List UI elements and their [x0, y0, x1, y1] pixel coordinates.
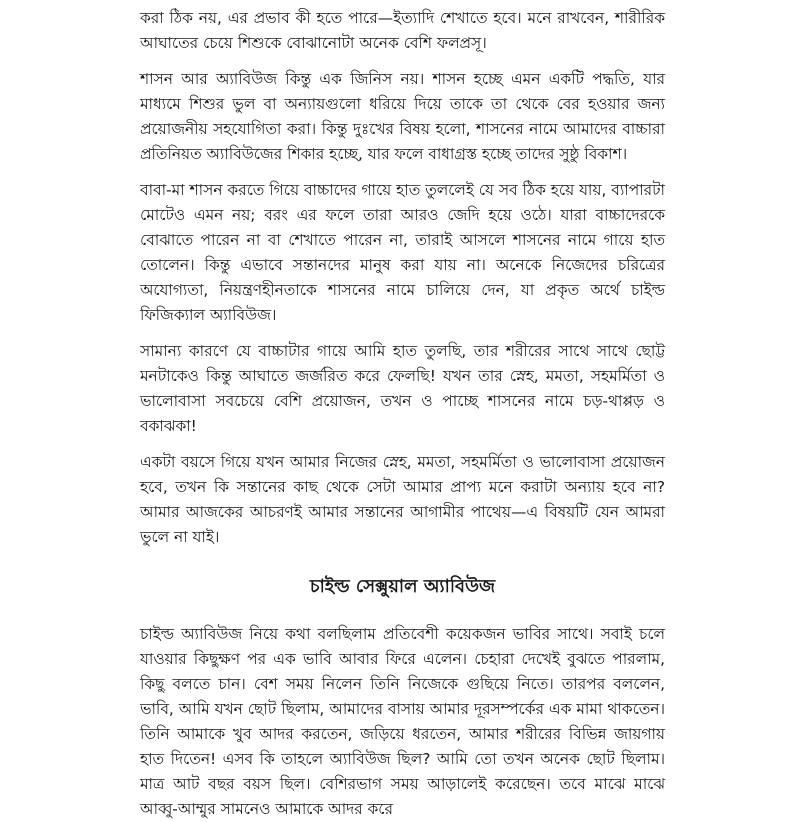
book-page	[140, 6, 665, 818]
paragraph: শাসন আর অ্যাবিউজ কিন্তু এক জিনিস নয়। শাসন হচ্ছে এমন একটি পদ্ধতি, যার মাধ্যমে শিশুর ভুল বা অন্যায়গুলো ধরিয়ে দিয়ে তাকে তা থেকে বের হওয়ার জন্য প্রয়োজনীয় সহযোগিতা করা। কিন্তু দুঃখের বিষয় হলো, শাসনের নামে আমাদের বাচ্চারা প্রতিনিয়ত অ্যাবিউজের শিকার হচ্ছে, যার ফলে বাধাগ্রস্ত হচ্ছে তাদের সুষ্ঠু বিকাশ।	[140, 70, 665, 163]
paragraph: চাইল্ড অ্যাবিউজ নিয়ে কথা বলছিলাম প্রতিবেশী কয়েকজন ভাবির সাথে। সবাই চলে যাওয়ার কিছুক্ষণ পর এক ভাবি আবার ফিরে এলেন। চেহারা দেখেই বুঝতে পারলাম, কিছু বলতে চান। বেশ সময় নিলেন তিনি নিজেকে গুছিয়ে নিতে। তারপর বললেন, ভাবি, আমি যখন ছোট ছিলাম, আমাদের বাসায় আমার দূরসম্পর্কের এক মামা থাকতেন। তিনি আমাকে খুব আদর করতেন, জড়িয়ে ধরতেন, আমার শরীরের বিভিন্ন জায়গায় হাত দিতেন! এসব কি তাহলে অ্যাবিউজ ছিল? আমি তো তখন অনেক ছোট ছিলাম। মাত্র আট বছর বয়স ছিল। বেশিরভাগ সময় আড়ালেই করেছেন। তবে মাঝে মাঝে আব্বু-আম্মুর সামনেও আমাকে আদর করে	[140, 625, 665, 818]
paragraph: সামান্য কারণে যে বাচ্চাটার গায়ে আমি হাত তুলছি, তার শরীরের সাথে সাথে ছোট্ট মনটাকেও কিন্তু আঘাতে জর্জরিত করে ফেলছি! যখন তার স্নেহ, মমতা, সহমর্মিতা ও ভালোবাসা সবচেয়ে বেশি প্রয়োজন, তখন ও পাচ্ছে শাসনের নামে চড়-থাপ্পড় ও বকাঝকা!	[140, 342, 665, 435]
paragraph: একটা বয়সে গিয়ে যখন আমার নিজের স্নেহ, মমতা, সহমর্মিতা ও ভালোবাসা প্রয়োজন হবে, তখন কি সন্তানের কাছ থেকে সেটা আমার প্রাপ্য মনে করাটা অন্যায় হবে না? আমার আজকের আচরণই আমার সন্তানের আগামীর পাথেয়—এ বিষয়টি যেন আমরা ভুলে না যাই।	[140, 453, 665, 546]
paragraph: বাবা-মা শাসন করতে গিয়ে বাচ্চাদের গায়ে হাত তুললেই যে সব ঠিক হয়ে যায়, ব্যাপারটা মোটেও এমন নয়; বরং এর ফলে তারা আরও জেদি হয়ে ওঠে। যারা বাচ্চাদেরকে বোঝাতে পারেন না বা শেখাতে পারেন না, তারাই আসলে শাসনের নামে গায়ে হাত তোলেন। কিন্তু এভাবে সন্তানদের মানুষ করা যায় না। অনেকে নিজেদের চরিত্রের অযোগ্যতা, নিয়ন্ত্রণহীনতাকে শাসনের নামে চালিয়ে দেন, যা প্রকৃত অর্থে চাইল্ড ফিজিক্যাল অ্যাবিউজ।	[140, 181, 665, 324]
section-heading: চাইল্ড সেক্সুয়াল অ্যাবিউজ	[309, 576, 496, 597]
paragraph: করা ঠিক নয়, এর প্রভাব কী হতে পারে—ইত্যাদি শেখাতে হবে। মনে রাখবেন, শারীরিক আঘাতের চেয়ে শিশুকে বোঝানোটা অনেক বেশি ফলপ্রসূ।	[140, 9, 665, 52]
